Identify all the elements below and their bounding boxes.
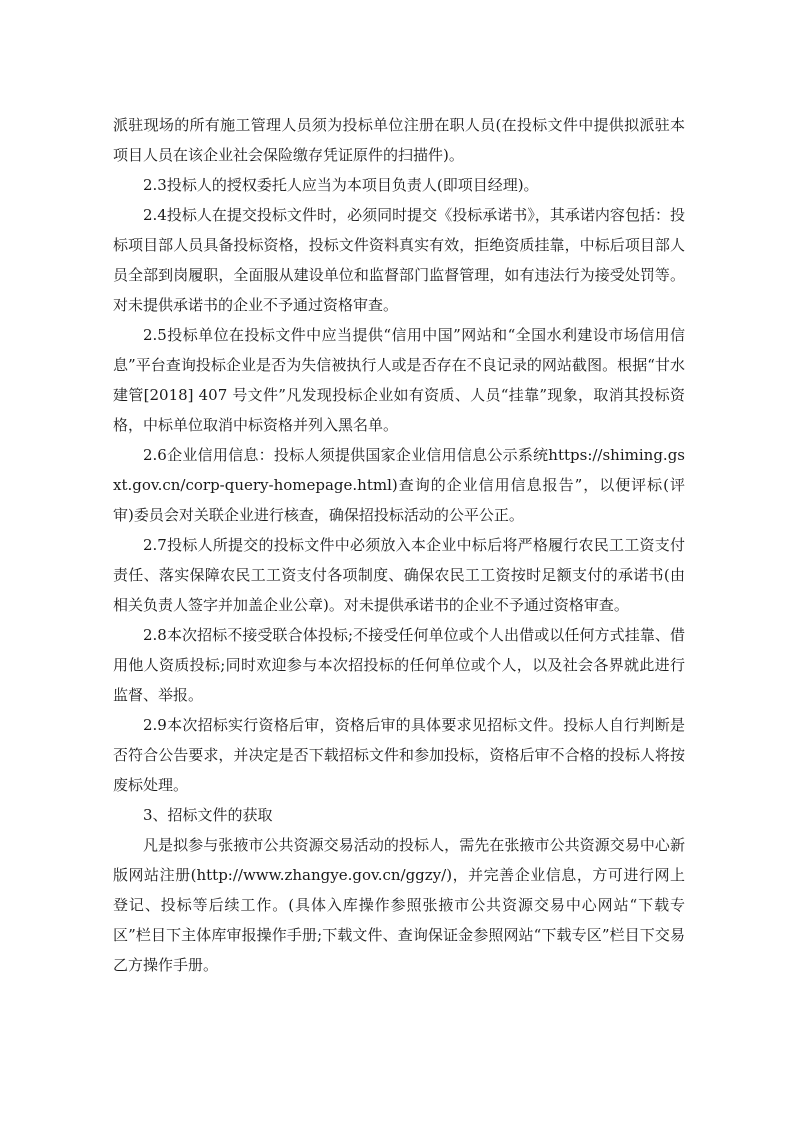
- paragraph-3-registration: 凡是拟参与张掖市公共资源交易活动的投标人，需先在张掖市公共资源交易中心新版网站注册(http://www.zhangye.gov.cn/ggzy/)，并完善企业信息，方可进行网上登记、投标等后续工作。(具体入库操作参照张掖市公共资源交易中心网站“下载专区”栏目下主体库审报操作手册;下载文件、查询保证金参照网站“下载专区”栏目下交易乙方操作手册。: [113, 836, 685, 974]
- paragraph-2-5-credit-screenshots: 2.5投标单位在投标文件中应当提供“信用中国”网站和“全国水利建设市场信用信息”平台查询投标企业是否为失信被执行人或是否存在不良记录的网站截图。根据“甘水建管[2018] 407 号文件”凡发现投标企业如有资质、人员“挂靠”现象，取消其投标资格，中标单位取消中标资格并列入黑名单。: [113, 326, 685, 434]
- paragraph-2-4-commitment-letter: 2.4投标人在提交投标文件时，必须同时提交《投标承诺书》，其承诺内容包括：投标项目部人员具备投标资格，投标文件资料真实有效，拒绝资质挂靠，中标后项目部人员全部到岗履职，全面服从建设单位和监督部门监督管理，如有违法行为接受处罚等。对未提供承诺书的企业不予通过资格审查。: [113, 206, 685, 314]
- paragraph-2-7-wage-commitment: 2.7投标人所提交的投标文件中必须放入本企业中标后将严格履行农民工工资支付责任、落实保障农民工工资支付各项制度、确保农民工工资按时足额支付的承诺书(由相关负责人签字并加盖企业公章)。对未提供承诺书的企业不予通过资格审查。: [113, 536, 685, 614]
- paragraph-2-3-authorized-agent: 2.3投标人的授权委托人应当为本项目负责人(即项目经理)。: [143, 176, 539, 194]
- paragraph-2-8-no-consortium: 2.8本次招标不接受联合体投标;不接受任何单位或个人出借或以任何方式挂靠、借用他人资质投标;同时欢迎参与本次招投标的任何单位或个人，以及社会各界就此进行监督、举报。: [113, 626, 685, 704]
- paragraph-2-6-credit-info: 2.6企业信用信息：投标人须提供国家企业信用信息公示系统https://shiming.gsxt.gov.cn/corp-query-homepage.html)查询的企业信用信息报告”，以便评标(评审)委员会对关联企业进行核查，确保招投标活动的公平公正。: [113, 446, 685, 524]
- paragraph-staff-requirement: 派驻现场的所有施工管理人员须为投标单位注册在职人员(在投标文件中提供拟派驻本项目人员在该企业社会保险缴存凭证原件的扫描件)。: [113, 116, 685, 164]
- section-heading-3: 3、招标文件的获取: [143, 806, 273, 824]
- document-page: [113, 110, 685, 980]
- paragraph-2-9-post-qualification: 2.9本次招标实行资格后审，资格后审的具体要求见招标文件。投标人自行判断是否符合公告要求，并决定是否下载招标文件和参加投标，资格后审不合格的投标人将按废标处理。: [113, 716, 685, 794]
